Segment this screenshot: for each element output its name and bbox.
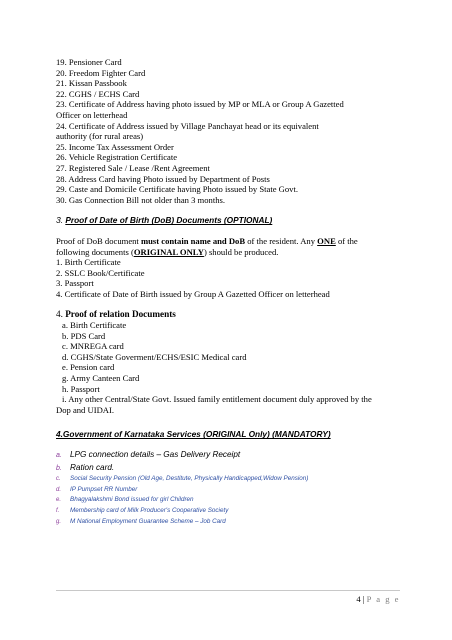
- item-label: c.: [56, 476, 61, 483]
- list-item: 28. Address Card having Photo issued by Department of Posts: [56, 173, 270, 184]
- page-label: P a g e: [366, 594, 400, 604]
- section-number: 3.: [56, 215, 64, 226]
- list-item: 26. Vehicle Registration Certificate: [56, 152, 178, 163]
- section-number: 4.: [56, 309, 66, 320]
- dob-intro-line-1: [56, 236, 400, 247]
- dob-document-list: [56, 257, 400, 299]
- item-text: Social Security Pension (Old Age, Destitute, Physically Handicapped,Widow Pension): [70, 475, 309, 483]
- list-item: e. Pension card: [62, 362, 115, 373]
- list-item: 23. Certificate of Address having photo issued by MP or MLA or Group A Gazetted: [56, 99, 344, 110]
- list-item: 20. Freedom Fighter Card: [56, 67, 146, 78]
- list-item: g. Army Canteen Card: [62, 373, 140, 384]
- list-item: 4. Certificate of Date of Birth issued by Group A Gazetted Officer on letterhead: [56, 288, 330, 299]
- page-number: 4: [356, 594, 361, 604]
- section-title: Proof of relation Documents: [65, 309, 176, 320]
- intro-text: ) should be produced.: [203, 246, 279, 257]
- address-proof-list-continued: [56, 57, 400, 205]
- list-item: [56, 485, 400, 496]
- list-item: 19. Pensioner Card: [56, 57, 122, 67]
- list-item: d. CGHS/State Goverment/ECHS/ESIC Medical card: [62, 351, 247, 362]
- item-label: a.: [56, 452, 62, 459]
- original-only-emphasis: ORIGINAL ONLY: [133, 246, 204, 257]
- list-item: 2. SSLC Book/Certificate: [56, 267, 145, 278]
- intro-one-emphasis: ONE: [317, 235, 336, 246]
- list-item: c. MNREGA card: [62, 341, 124, 352]
- list-item: 21. Kissan Passbook: [56, 78, 127, 89]
- list-item: [56, 449, 400, 462]
- karnataka-section-heading: 4.Government of Karnataka Services (ORIGINAL Only) (MANDATORY): [56, 429, 331, 440]
- list-item: i. Any other Central/State Govt. Issued family entitlement document duly approved by the: [62, 394, 372, 405]
- item-label: d.: [56, 486, 62, 493]
- list-item: [56, 506, 400, 517]
- page-content: [56, 57, 400, 527]
- relation-section-heading: [56, 309, 400, 320]
- intro-text: of the resident. Any: [245, 235, 318, 246]
- list-item: [56, 495, 400, 506]
- intro-text: Proof of DoB document: [56, 235, 141, 246]
- item-label: e.: [56, 497, 62, 504]
- list-item: 3. Passport: [56, 278, 94, 289]
- item-text: Bhagyalakshmi Bond issued for girl Children: [70, 496, 194, 504]
- list-item: 27. Registered Sale / Lease /Rent Agreement: [56, 162, 210, 173]
- item-text: IP Pumpset RR Number: [70, 485, 138, 493]
- list-item: 29. Caste and Domicile Certificate having Photo issued by State Govt.: [56, 184, 299, 195]
- list-item: 24. Certificate of Address issued by Village Panchayat head or its equivalent: [56, 120, 319, 131]
- footer-separator: |: [360, 594, 367, 604]
- item-label: f.: [56, 507, 60, 514]
- dob-intro-line-2: [56, 247, 400, 258]
- list-item: 25. Income Tax Assessment Order: [56, 141, 174, 152]
- list-item: h. Passport: [62, 383, 100, 394]
- item-text: LPG connection details – Gas Delivery Receipt: [70, 450, 241, 459]
- list-item: 30. Gas Connection Bill not older than 3 months.: [56, 194, 225, 205]
- list-item: b. PDS Card: [62, 330, 106, 341]
- intro-text: of the: [335, 235, 358, 246]
- list-item: [56, 517, 400, 528]
- item-label: b.: [56, 464, 62, 472]
- page-footer: [356, 594, 400, 604]
- list-item: [56, 462, 400, 475]
- list-item: [56, 474, 400, 485]
- item-label: g.: [56, 518, 62, 525]
- item-text: M National Employment Guarantee Scheme – Job Card: [70, 517, 226, 525]
- intro-text: following documents (: [56, 246, 134, 257]
- list-item-continuation: Officer on letterhead: [56, 109, 128, 120]
- section-title: Proof of Date of Birth (DoB) Documents (OPTIONAL): [65, 215, 273, 226]
- list-item-continuation: authority (for rural areas): [56, 131, 144, 142]
- list-item-continuation: Dop and UIDAI.: [56, 404, 114, 415]
- footer-divider: [56, 590, 400, 591]
- intro-emphasis: must contain name and DoB: [140, 235, 246, 246]
- list-item: a. Birth Certificate: [62, 320, 127, 331]
- relation-document-list: [56, 320, 400, 405]
- list-item: 1. Birth Certificate: [56, 257, 121, 268]
- karnataka-services-list: [56, 449, 400, 527]
- list-item: 22. CGHS / ECHS Card: [56, 88, 140, 99]
- item-text: Ration card.: [70, 462, 115, 472]
- dob-section-heading: [56, 215, 400, 226]
- item-text: Membership card of Milk Producer's Cooperative Society: [70, 506, 229, 514]
